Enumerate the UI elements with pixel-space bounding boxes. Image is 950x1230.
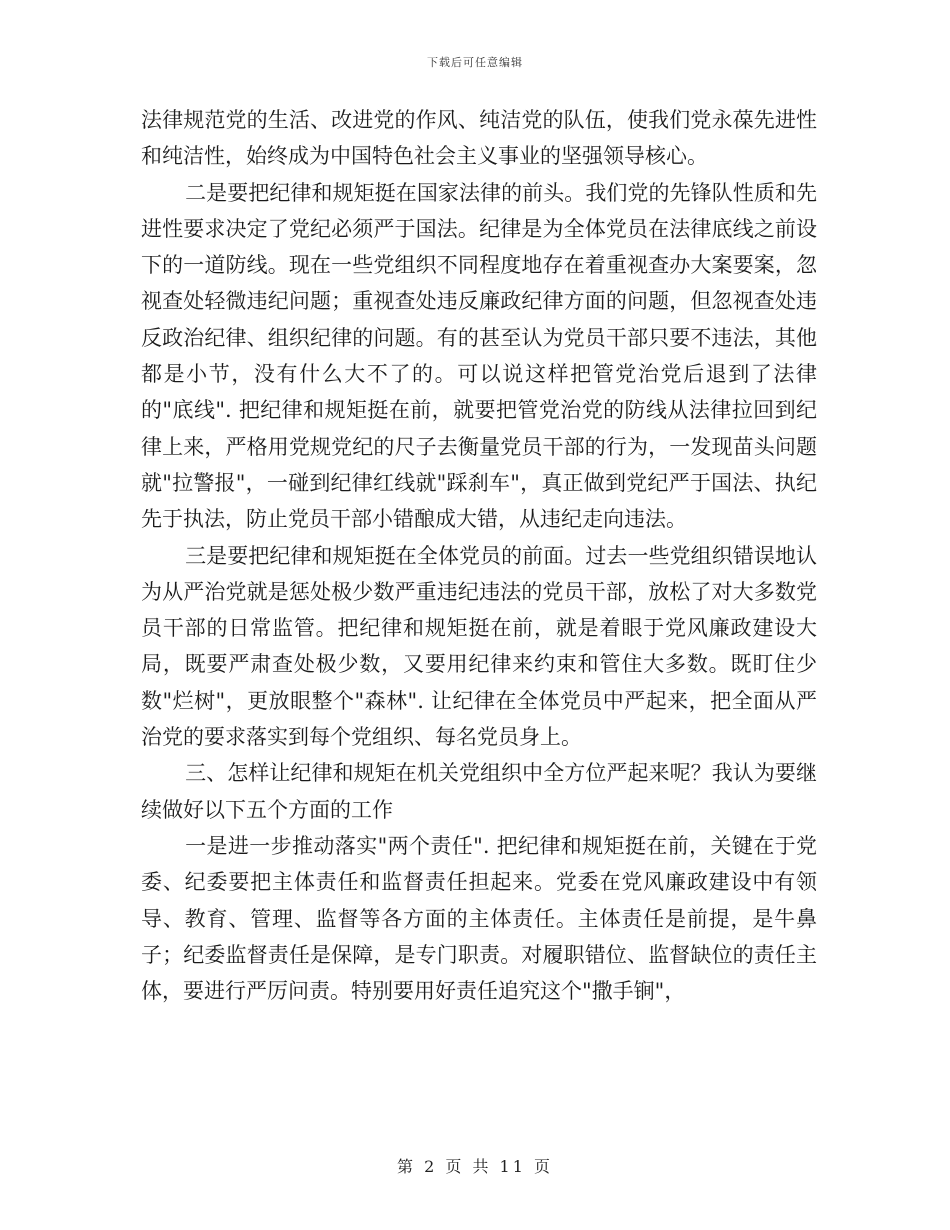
header-note: 下载后可任意编辑 bbox=[427, 56, 523, 69]
paragraph-continuation: 法律规范党的生活、改进党的作风、纯洁党的队伍，使我们党永葆先进性和纯洁性，始终成为中国特色社会主义事业的坚强领导核心。 bbox=[141, 108, 817, 169]
paragraph: 三是要把纪律和规矩挺在全体党员的前面。过去一些党组织错误地认为从严治党就是惩处极少数严重违纪违法的党员干部，放松了对大多数党员干部的日常监管。把纪律和规矩挺在前，就是着眼于党风廉政建设大局，既要严肃查处极少数，又要用纪律来约束和管住大多数。既盯住少数"烂树"，更放眼整个"森林". 让纪律在全体党员中严起来，把全面从严治党的要求落实到每个党组织、每名党员身上。 bbox=[141, 543, 817, 750]
paragraph: 一是进一步推动落实"两个责任". 把纪律和规矩挺在前，关键在于党委、纪委要把主体责任和监督责任担起来。党委在党风廉政建设中有领导、教育、管理、监督等各方面的主体责任。主体责任是前提，是牛鼻子；纪委监督责任是保障，是专门职责。对履职错位、监督缺位的责任主体，要进行严厉问责。特别要用好责任追究这个"撒手锏"， bbox=[141, 833, 817, 1004]
page-number-footer: 第 2 页 共 11 页 bbox=[397, 1157, 553, 1176]
body-text bbox=[141, 102, 817, 1009]
paragraph: 二是要把纪律和规矩挺在国家法律的前头。我们党的先锋队性质和先进性要求决定了党纪必须严于国法。纪律是为全体党员在法律底线之前设下的一道防线。现在一些党组织不同程度地存在着重视查办大案要案，忽视查处轻微违纪问题；重视查处违反廉政纪律方面的问题，但忽视查处违反政治纪律、组织纪律的问题。有的甚至认为党员干部只要不违法，其他都是小节，没有什么大不了的。可以说这样把管党治党后退到了法律的"底线". 把纪律和规矩挺在前，就要把管党治党的防线从法律拉回到纪律上来，严格用党规党纪的尺子去衡量党员干部的行为，一发现苗头问题就"拉警报"，一碰到纪律红线就"踩刹车"，真正做到党纪严于国法、执纪先于执法，防止党员干部小错酿成大错，从违纪走向违法。 bbox=[141, 180, 817, 532]
section-heading-paragraph: 三、怎样让纪律和规矩在机关党组织中全方位严起来呢？我认为要继续做好以下五个方面的工作 bbox=[141, 761, 817, 822]
